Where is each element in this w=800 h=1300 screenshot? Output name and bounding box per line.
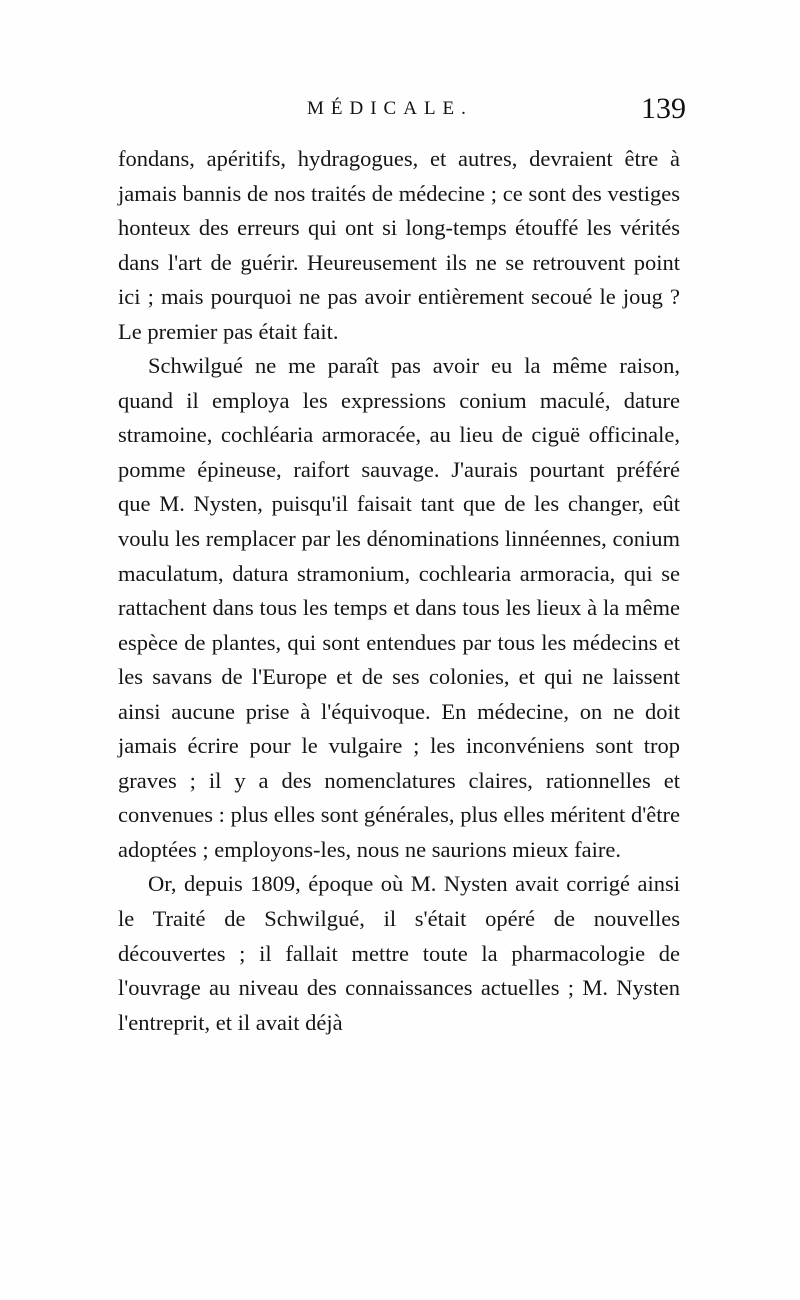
paragraph-3: Or, depuis 1809, époque où M. Nysten avait corrigé ainsi le Traité de Schwilgué, il s'était opéré de nouvelles découvertes ; il fallait mettre toute la pharmacologie de l'ouvrage au niveau des connaissances actuelles ; M. Nysten l'entreprit, et il avait déjà (118, 871, 680, 1035)
page-number: 139 (641, 92, 686, 125)
paragraph-1: fondans, apéritifs, hydragogues, et autres, devraient être à jamais bannis de nos traités de médecine ; ce sont des vestiges honteux des erreurs qui ont si long-temps étouffé les vérités dans l'art de guérir. Heureusement ils ne se retrouvent point ici ; mais pourquoi ne pas avoir entièrement secoué le joug ? Le premier pas était fait. (118, 146, 680, 344)
paragraph-2: Schwilgué ne me paraît pas avoir eu la même raison, quand il employa les expressions conium maculé, dature stramoine, cochléaria armoracée, au lieu de ciguë officinale, pomme épineuse, raifort sauvage. J'aurais pourtant préféré que M. Nysten, puisqu'il faisait tant que de les changer, eût voulu les remplacer par les dénominations linnéennes, conium maculatum, datura stramonium, cochlearia armoracia, qui se rattachent dans tous les temps et dans tous les lieux à la même espèce de plantes, qui sont entendues par tous les médecins et les savans de l'Europe et de ses colonies, et qui ne laissent ainsi aucune prise à l'équivoque. En médecine, on ne doit jamais écrire pour le vulgaire ; les inconvéniens sont trop graves ; il y a des nomenclatures claires, rationnelles et convenues : plus elles sont générales, plus elles méritent d'être adoptées ; employons-les, nous ne saurions mieux faire. (118, 353, 680, 862)
body-text (118, 142, 680, 1040)
running-head (190, 92, 690, 132)
running-title: MÉDICALE. (307, 98, 473, 119)
